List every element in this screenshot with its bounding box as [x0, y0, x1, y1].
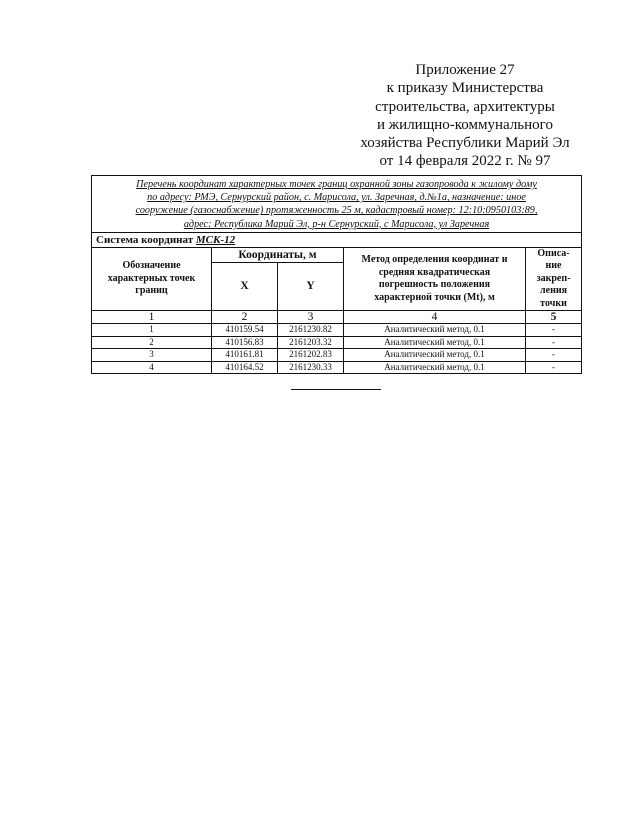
header-line: характерной точки (Mt), м: [374, 291, 495, 303]
header-line: Описа-: [537, 247, 570, 259]
table-row: [92, 336, 582, 349]
appendix-line: к приказу Министерства: [386, 80, 544, 97]
fixing-cell: -: [526, 336, 582, 349]
method-cell: Аналитический метод, 0.1: [344, 324, 526, 337]
coordinates-table: [91, 175, 582, 374]
coordinate-system: [92, 232, 582, 247]
header-row-1: [92, 247, 582, 262]
y-cell: 2161230.33: [278, 361, 344, 374]
column-number: 2: [212, 311, 278, 324]
col-header-designation: [92, 247, 212, 311]
column-number: 4: [344, 311, 526, 324]
header-line: точки: [540, 297, 567, 309]
coordinate-system-label: Система координат: [96, 233, 194, 246]
y-cell: 2161230.82: [278, 324, 344, 337]
x-cell: 410161.81: [212, 349, 278, 362]
point-cell: 4: [92, 361, 212, 374]
y-cell: 2161203.32: [278, 336, 344, 349]
header-line: ления: [540, 285, 567, 297]
x-cell: 410159.54: [212, 324, 278, 337]
heading-line: Перечень координат характерных точек границ охранной зоны газопровода к жилому дому: [136, 179, 537, 190]
col-header-y: Y: [278, 263, 344, 311]
column-number: 3: [278, 311, 344, 324]
column-number-row: [92, 311, 582, 324]
appendix-line: строительства, архитектуры: [375, 98, 555, 115]
method-cell: Аналитический метод, 0.1: [344, 361, 526, 374]
appendix-title: Приложение 27: [415, 62, 515, 78]
header-line: закреп-: [536, 272, 571, 284]
column-number: 5: [526, 311, 582, 324]
header-line: характерных точек: [107, 272, 196, 284]
col-header-x: X: [212, 263, 278, 311]
heading-line: адрес: Республика Марий Эл, р-н Сернурский, с Марисола, ул Заречная: [183, 218, 490, 230]
fixing-cell: -: [526, 349, 582, 362]
appendix-line: и жилищно-коммунального: [377, 116, 553, 133]
header-line: Обозначение: [122, 260, 181, 272]
col-header-coordinates: Координаты, м: [212, 247, 344, 262]
fixing-cell: -: [526, 361, 582, 374]
y-cell: 2161202.83: [278, 349, 344, 362]
table-row: [92, 324, 582, 337]
fixing-cell: -: [526, 324, 582, 337]
col-header-method: [344, 247, 526, 311]
col-header-fixing: [526, 247, 582, 311]
appendix-line: хозяйства Республики Марий Эл: [360, 135, 570, 152]
coordinate-system-value: МСК-12: [195, 233, 236, 246]
point-cell: 2: [92, 336, 212, 349]
column-number: 1: [92, 311, 212, 324]
table-row: [92, 361, 582, 374]
header-line: средняя квадратическая: [378, 266, 491, 278]
method-cell: Аналитический метод, 0.1: [344, 336, 526, 349]
point-cell: 1: [92, 324, 212, 337]
x-cell: 410164.52: [212, 361, 278, 374]
x-cell: 410156.83: [212, 336, 278, 349]
appendix-date: от 14 февраля 2022 г. № 97: [379, 153, 551, 170]
heading-line: по адресу: РМЭ, Сернурский район, с. Марисола, ул. Заречная, д.№1а, назначение: иное: [147, 192, 526, 204]
header-line: границ: [135, 285, 168, 297]
heading-line: сооружение (газоснабжение) протяженность 25 м, кадастровый номер: 12:10:0950103:89,: [135, 205, 538, 217]
table-row: [92, 349, 582, 362]
point-cell: 3: [92, 349, 212, 362]
coordinate-system-row: [92, 232, 582, 247]
method-cell: Аналитический метод, 0.1: [344, 349, 526, 362]
table-heading: [92, 176, 582, 233]
header-line: погрешность положения: [378, 279, 491, 291]
appendix-header: [300, 61, 630, 171]
closing-rule: [291, 389, 381, 390]
header-line: Метод определения координат и: [361, 254, 508, 266]
header-line: ние: [545, 260, 562, 272]
table-heading-row: [92, 176, 582, 233]
